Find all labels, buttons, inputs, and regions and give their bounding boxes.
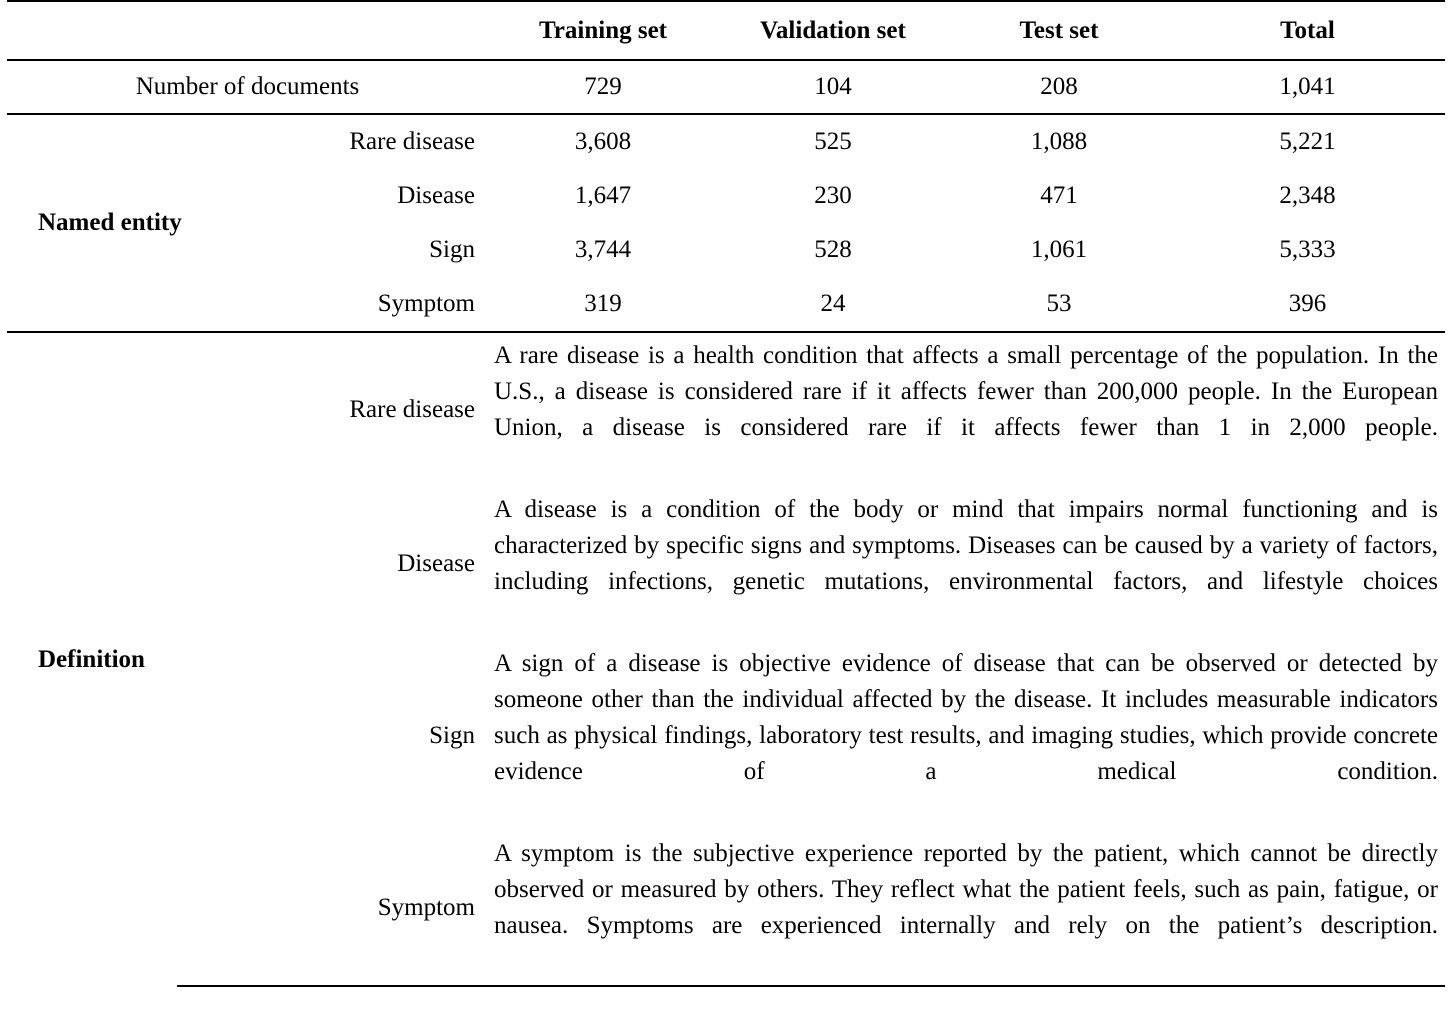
cell-sign-validation: 528 (814, 236, 852, 263)
cell-symptom-validation: 24 (820, 290, 846, 317)
column-header-total: Total (1170, 1, 1445, 60)
table-row-definition-symptom (7, 831, 1445, 986)
group-label-named-entity: Named entity (7, 114, 177, 332)
table-row-definition-rare-disease (7, 332, 1445, 487)
sub-label-entity-symptom: Symptom (377, 290, 475, 317)
table-row-entity-symptom (7, 277, 1445, 332)
cell-disease-validation: 230 (814, 182, 852, 209)
cell-documents-training: 729 (488, 60, 718, 114)
dataset-statistics-table (7, 0, 1445, 987)
cell-rare-disease-test: 1,088 (948, 114, 1170, 169)
sub-label-entity-disease: Disease (397, 182, 475, 209)
cell-documents-total: 1,041 (1170, 60, 1445, 114)
cell-rare-disease-training: 3,608 (488, 114, 718, 169)
column-header-test-set: Test set (948, 1, 1170, 60)
definition-text-disease: A disease is a condition of the body or mind that impairs normal functioning and is characterized by specific signs and symptoms. Diseases can be caused by a variety of factors, including infections, genetic mutations, environmental factors, and lifestyle choices (494, 496, 1438, 595)
cell-sign-test: 1,061 (1030, 236, 1088, 263)
table-row-definition-sign (7, 641, 1445, 831)
definition-text-sign: A sign of a disease is objective evidence of disease that can be observed or detected by someone other than the individual affected by the disease. It includes measurable indicators such as physical findings, laboratory test results, and imaging studies, which provide concrete evidence of a medical condition. (494, 650, 1438, 785)
table-body (7, 60, 1445, 986)
sub-label-definition-rare-disease: Rare disease (177, 332, 488, 487)
column-header-validation-set: Validation set (718, 1, 948, 60)
cell-documents-test: 208 (948, 60, 1170, 114)
definition-text-rare-disease: A rare disease is a health condition that affects a small percentage of the population. In the U.S., a disease is considered rare if it affects fewer than 200,000 people. In the European Union, a disease is considered rare if it affects fewer than 1 in 2,000 people. (488, 332, 1445, 487)
cell-disease-training: 1,647 (574, 182, 632, 209)
table-header (7, 1, 1445, 60)
cell-disease-test: 471 (1040, 182, 1078, 209)
sub-label-definition-sign: Sign (429, 722, 475, 749)
cell-sign-training: 3,744 (574, 236, 632, 263)
table-row-definition-disease (7, 487, 1445, 641)
column-header-training-set: Training set (488, 1, 718, 60)
cell-sign-total: 5,333 (1279, 236, 1336, 263)
header-corner-blank-2 (177, 1, 488, 60)
table-row-entity-sign (7, 223, 1445, 277)
definition-text-symptom: A symptom is the subjective experience reported by the patient, which cannot be directly observed or measured by others. They reflect what the patient feels, such as pain, fatigue, or nausea. Symptoms are experienced internally and rely on the patient’s description. (488, 831, 1445, 986)
cell-disease-total: 2,348 (1279, 182, 1336, 209)
cell-documents-validation: 104 (718, 60, 948, 114)
row-label-number-of-documents: Number of documents (7, 60, 488, 114)
header-corner-blank (7, 1, 177, 60)
sub-label-entity-rare-disease: Rare disease (177, 114, 488, 169)
cell-rare-disease-total: 5,221 (1170, 114, 1445, 169)
table-row-entity-disease (7, 169, 1445, 223)
sub-label-entity-sign: Sign (429, 236, 475, 263)
sub-label-definition-disease: Disease (397, 550, 475, 577)
cell-symptom-training: 319 (584, 290, 622, 317)
table-row-entity-rare-disease (7, 114, 1445, 169)
table-row-number-of-documents (7, 60, 1445, 114)
group-label-definition: Definition (7, 332, 177, 986)
cell-symptom-total: 396 (1288, 290, 1327, 317)
cell-symptom-test: 53 (1046, 290, 1072, 317)
header-row (7, 1, 1445, 60)
sub-label-definition-symptom: Symptom (177, 831, 488, 986)
cell-rare-disease-validation: 525 (718, 114, 948, 169)
